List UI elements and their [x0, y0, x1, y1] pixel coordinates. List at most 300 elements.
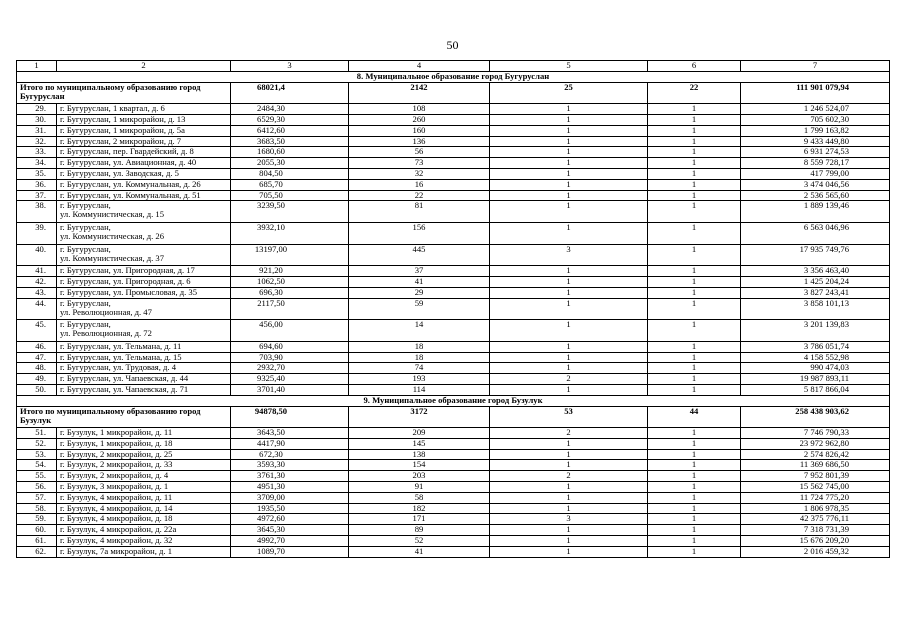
area: 2117,50: [231, 298, 349, 320]
cost: 3 356 463,40: [741, 266, 890, 277]
cost: 4 158 552,98: [741, 352, 890, 363]
address: г. Бугуруслан, ул. Коммунистическая, д. 26: [57, 222, 231, 244]
column-6-value: 1: [648, 244, 741, 266]
column-5-value: 1: [490, 179, 648, 190]
residents: 136: [349, 136, 490, 147]
area: 3239,50: [231, 201, 349, 223]
address: г. Бугуруслан, ул. Чапаевская, д. 44: [57, 374, 231, 385]
area: 3643,50: [231, 428, 349, 439]
residents: 138: [349, 449, 490, 460]
residents: 81: [349, 201, 490, 223]
row-number: 52.: [17, 438, 57, 449]
address: г. Бугуруслан, ул. Трудовая, д. 4: [57, 363, 231, 374]
residents: 56: [349, 147, 490, 158]
cost: 17 935 749,76: [741, 244, 890, 266]
column-6-value: 1: [648, 525, 741, 536]
column-5-value: 2: [490, 428, 648, 439]
area: 705,50: [231, 190, 349, 201]
residents: 58: [349, 492, 490, 503]
row-number: 36.: [17, 179, 57, 190]
housing-table: [16, 60, 890, 558]
table-row: [17, 341, 890, 352]
column-6-value: 1: [648, 168, 741, 179]
residents: 260: [349, 114, 490, 125]
cost: 7 318 731,39: [741, 525, 890, 536]
section-total-row: [17, 82, 890, 104]
row-number: 48.: [17, 363, 57, 374]
cost: 5 817 866,04: [741, 384, 890, 395]
column-6-value: 1: [648, 438, 741, 449]
row-number: 33.: [17, 147, 57, 158]
table-row: [17, 125, 890, 136]
row-number: 34.: [17, 158, 57, 169]
row-number: 47.: [17, 352, 57, 363]
row-number: 38.: [17, 201, 57, 223]
column-6-value: 1: [648, 514, 741, 525]
residents: 73: [349, 158, 490, 169]
column-6-value: 1: [648, 471, 741, 482]
column-5-value: 1: [490, 136, 648, 147]
table-row: [17, 492, 890, 503]
row-number: 41.: [17, 266, 57, 277]
address: г. Бугуруслан, 1 квартал, д. 6: [57, 104, 231, 115]
cost: 11 724 775,20: [741, 492, 890, 503]
area: 3709,00: [231, 492, 349, 503]
column-6-value: 1: [648, 125, 741, 136]
column-6-value: 1: [648, 114, 741, 125]
column-5-value: 1: [490, 287, 648, 298]
residents: 156: [349, 222, 490, 244]
address: г. Бугуруслан, ул. Заводская, д. 5: [57, 168, 231, 179]
table-row: [17, 428, 890, 439]
residents: 145: [349, 438, 490, 449]
column-6-value: 1: [648, 320, 741, 342]
section-title: 8. Муниципальное образование город Бугуруслан: [17, 71, 890, 82]
column-number: 2: [57, 61, 231, 72]
column-5-value: 1: [490, 503, 648, 514]
column-5-value: 1: [490, 125, 648, 136]
row-number: 39.: [17, 222, 57, 244]
address: г. Бузулук, 7а микрорайон, д. 1: [57, 546, 231, 557]
area: 3932,10: [231, 222, 349, 244]
residents: 18: [349, 352, 490, 363]
column-5-value: 1: [490, 341, 648, 352]
cost: 1 246 524,07: [741, 104, 890, 115]
table-row: [17, 438, 890, 449]
cost: 3 858 101,13: [741, 298, 890, 320]
table-row: [17, 298, 890, 320]
area: 1062,50: [231, 276, 349, 287]
address: г. Бузулук, 4 микрорайон, д. 32: [57, 536, 231, 547]
area: 1935,50: [231, 503, 349, 514]
address: г. Бугуруслан, ул. Коммунальная, д. 26: [57, 179, 231, 190]
cost: 9 433 449,80: [741, 136, 890, 147]
address: г. Бугуруслан, ул. Коммунальная, д. 51: [57, 190, 231, 201]
residents: 171: [349, 514, 490, 525]
address: г. Бузулук, 1 микрорайон, д. 11: [57, 428, 231, 439]
column-6-value: 1: [648, 222, 741, 244]
column-5-value: 2: [490, 471, 648, 482]
column-5-value: 1: [490, 104, 648, 115]
area: 4417,90: [231, 438, 349, 449]
column-5-value: 1: [490, 384, 648, 395]
address: г. Бугуруслан, ул. Чапаевская, д. 71: [57, 384, 231, 395]
cost: 6 931 274,53: [741, 147, 890, 158]
total-column-5: 53: [490, 406, 648, 428]
column-5-value: 1: [490, 449, 648, 460]
cost: 1 806 978,35: [741, 503, 890, 514]
row-number: 29.: [17, 104, 57, 115]
area: 3593,30: [231, 460, 349, 471]
cost: 705 602,30: [741, 114, 890, 125]
column-6-value: 1: [648, 136, 741, 147]
cost: 2 016 459,32: [741, 546, 890, 557]
section-title: 9. Муниципальное образование город Бузулук: [17, 395, 890, 406]
table-row: [17, 525, 890, 536]
total-cost: 111 901 079,94: [741, 82, 890, 104]
table-row: [17, 482, 890, 493]
section-title-row: [17, 71, 890, 82]
area: 1680,60: [231, 147, 349, 158]
cost: 15 562 745,00: [741, 482, 890, 493]
table-row: [17, 201, 890, 223]
area: 2055,30: [231, 158, 349, 169]
row-number: 60.: [17, 525, 57, 536]
area: 2932,70: [231, 363, 349, 374]
address: г. Бугуруслан, ул. Пригородная, д. 17: [57, 266, 231, 277]
address: г. Бугуруслан, 1 микрорайон, д. 5а: [57, 125, 231, 136]
residents: 114: [349, 384, 490, 395]
column-5-value: 1: [490, 363, 648, 374]
total-area: 94878,50: [231, 406, 349, 428]
column-6-value: 1: [648, 287, 741, 298]
area: 685,70: [231, 179, 349, 190]
column-6-value: 1: [648, 276, 741, 287]
cost: 11 369 686,50: [741, 460, 890, 471]
column-5-value: 1: [490, 266, 648, 277]
column-6-value: 1: [648, 363, 741, 374]
residents: 209: [349, 428, 490, 439]
column-5-value: 1: [490, 352, 648, 363]
row-number: 50.: [17, 384, 57, 395]
column-5-value: 1: [490, 492, 648, 503]
row-number: 61.: [17, 536, 57, 547]
cost: 2 574 826,42: [741, 449, 890, 460]
address: г. Бугуруслан, ул. Пригородная, д. 6: [57, 276, 231, 287]
column-5-value: 1: [490, 276, 648, 287]
area: 804,50: [231, 168, 349, 179]
column-6-value: 1: [648, 482, 741, 493]
row-number: 54.: [17, 460, 57, 471]
table-row: [17, 384, 890, 395]
area: 13197,00: [231, 244, 349, 266]
address: г. Бугуруслан, ул. Революционная, д. 72: [57, 320, 231, 342]
address: г. Бугуруслан, 1 микрорайон, д. 13: [57, 114, 231, 125]
column-number-row: [17, 61, 890, 72]
page-number: 50: [446, 38, 459, 52]
residents: 52: [349, 536, 490, 547]
address: г. Бугуруслан, ул. Коммунистическая, д. 15: [57, 201, 231, 223]
row-number: 49.: [17, 374, 57, 385]
table-row: [17, 374, 890, 385]
residents: 193: [349, 374, 490, 385]
column-6-value: 1: [648, 546, 741, 557]
address: г. Бугуруслан, ул. Промысловая, д. 35: [57, 287, 231, 298]
table-row: [17, 536, 890, 547]
area: 1089,70: [231, 546, 349, 557]
total-column-5: 25: [490, 82, 648, 104]
column-6-value: 1: [648, 341, 741, 352]
row-number: 59.: [17, 514, 57, 525]
address: г. Бузулук, 1 микрорайон, д. 18: [57, 438, 231, 449]
column-6-value: 1: [648, 449, 741, 460]
area: 6529,30: [231, 114, 349, 125]
row-number: 58.: [17, 503, 57, 514]
table-row: [17, 222, 890, 244]
table-row: [17, 471, 890, 482]
residents: 108: [349, 104, 490, 115]
column-number: 7: [741, 61, 890, 72]
cost: 15 676 209,20: [741, 536, 890, 547]
row-number: 51.: [17, 428, 57, 439]
column-6-value: 1: [648, 503, 741, 514]
column-6-value: 1: [648, 374, 741, 385]
column-6-value: 1: [648, 147, 741, 158]
table-row: [17, 136, 890, 147]
total-people: 2142: [349, 82, 490, 104]
row-number: 45.: [17, 320, 57, 342]
area: 3701,40: [231, 384, 349, 395]
table-row: [17, 147, 890, 158]
residents: 89: [349, 525, 490, 536]
cost: 1 889 139,46: [741, 201, 890, 223]
column-6-value: 1: [648, 158, 741, 169]
area: 694,60: [231, 341, 349, 352]
column-5-value: 1: [490, 438, 648, 449]
residents: 445: [349, 244, 490, 266]
residents: 22: [349, 190, 490, 201]
column-6-value: 1: [648, 266, 741, 277]
cost: 990 474,03: [741, 363, 890, 374]
area: 6412,60: [231, 125, 349, 136]
residents: 59: [349, 298, 490, 320]
total-column-6: 44: [648, 406, 741, 428]
column-6-value: 1: [648, 298, 741, 320]
residents: 37: [349, 266, 490, 277]
column-6-value: 1: [648, 384, 741, 395]
address: г. Бузулук, 4 микрорайон, д. 14: [57, 503, 231, 514]
table-row: [17, 363, 890, 374]
row-number: 56.: [17, 482, 57, 493]
column-5-value: 3: [490, 514, 648, 525]
address: г. Бугуруслан, ул. Тельмана, д. 15: [57, 352, 231, 363]
residents: 160: [349, 125, 490, 136]
cost: 6 563 046,96: [741, 222, 890, 244]
area: 696,30: [231, 287, 349, 298]
total-people: 3172: [349, 406, 490, 428]
table-row: [17, 114, 890, 125]
row-number: 31.: [17, 125, 57, 136]
column-5-value: 3: [490, 244, 648, 266]
table-row: [17, 460, 890, 471]
column-6-value: 1: [648, 201, 741, 223]
column-number: 5: [490, 61, 648, 72]
column-5-value: 1: [490, 546, 648, 557]
area: 456,00: [231, 320, 349, 342]
row-number: 32.: [17, 136, 57, 147]
column-number: 6: [648, 61, 741, 72]
column-5-value: 1: [490, 298, 648, 320]
address: г. Бузулук, 4 микрорайон, д. 11: [57, 492, 231, 503]
column-5-value: 1: [490, 460, 648, 471]
table-row: [17, 352, 890, 363]
section-title-row: [17, 395, 890, 406]
column-5-value: 1: [490, 222, 648, 244]
residents: 91: [349, 482, 490, 493]
column-6-value: 1: [648, 428, 741, 439]
residents: 29: [349, 287, 490, 298]
area: 9325,40: [231, 374, 349, 385]
address: г. Бузулук, 4 микрорайон, д. 22а: [57, 525, 231, 536]
address: г. Бузулук, 2 микрорайон, д. 25: [57, 449, 231, 460]
table-row: [17, 320, 890, 342]
cost: 417 799,00: [741, 168, 890, 179]
cost: 19 987 893,11: [741, 374, 890, 385]
table-row: [17, 158, 890, 169]
row-number: 37.: [17, 190, 57, 201]
row-number: 55.: [17, 471, 57, 482]
total-cost: 258 438 903,62: [741, 406, 890, 428]
row-number: 43.: [17, 287, 57, 298]
section-total-row: [17, 406, 890, 428]
column-6-value: 1: [648, 104, 741, 115]
column-number: 4: [349, 61, 490, 72]
address: г. Бузулук, 4 микрорайон, д. 18: [57, 514, 231, 525]
column-6-value: 1: [648, 460, 741, 471]
table-row: [17, 168, 890, 179]
column-6-value: 1: [648, 492, 741, 503]
column-number: 3: [231, 61, 349, 72]
residents: 41: [349, 546, 490, 557]
column-6-value: 1: [648, 179, 741, 190]
cost: 2 536 565,60: [741, 190, 890, 201]
residents: 203: [349, 471, 490, 482]
residents: 32: [349, 168, 490, 179]
area: 703,90: [231, 352, 349, 363]
column-5-value: 1: [490, 114, 648, 125]
table-row: [17, 449, 890, 460]
address: г. Бугуруслан, ул. Революционная, д. 47: [57, 298, 231, 320]
residents: 154: [349, 460, 490, 471]
cost: 3 201 139,83: [741, 320, 890, 342]
residents: 16: [349, 179, 490, 190]
cost: 23 972 962,80: [741, 438, 890, 449]
column-5-value: 1: [490, 201, 648, 223]
area: 4951,30: [231, 482, 349, 493]
address: г. Бугуруслан, пер. Гвардейский, д. 8: [57, 147, 231, 158]
residents: 14: [349, 320, 490, 342]
cost: 1 799 163,82: [741, 125, 890, 136]
total-label: Итого по муниципальному образованию город Бугуруслан: [17, 82, 231, 104]
address: г. Бузулук, 3 микрорайон, д. 1: [57, 482, 231, 493]
area: 672,30: [231, 449, 349, 460]
cost: 1 425 204,24: [741, 276, 890, 287]
table-row: [17, 190, 890, 201]
column-5-value: 1: [490, 536, 648, 547]
column-5-value: 1: [490, 158, 648, 169]
table-row: [17, 266, 890, 277]
total-area: 68021,4: [231, 82, 349, 104]
cost: 3 786 051,74: [741, 341, 890, 352]
row-number: 40.: [17, 244, 57, 266]
cost: 7 952 801,39: [741, 471, 890, 482]
area: 4972,60: [231, 514, 349, 525]
address: г. Бугуруслан, 2 микрорайон, д. 7: [57, 136, 231, 147]
table-row: [17, 503, 890, 514]
total-label: Итого по муниципальному образованию город Бузулук: [17, 406, 231, 428]
table-row: [17, 179, 890, 190]
column-number: 1: [17, 61, 57, 72]
row-number: 53.: [17, 449, 57, 460]
total-column-6: 22: [648, 82, 741, 104]
column-5-value: 1: [490, 147, 648, 158]
table-row: [17, 244, 890, 266]
row-number: 44.: [17, 298, 57, 320]
cost: 3 474 046,56: [741, 179, 890, 190]
residents: 182: [349, 503, 490, 514]
area: 3683,50: [231, 136, 349, 147]
column-5-value: 1: [490, 525, 648, 536]
cost: 7 746 790,33: [741, 428, 890, 439]
column-5-value: 2: [490, 374, 648, 385]
area: 4992,70: [231, 536, 349, 547]
address: г. Бузулук, 2 микрорайон, д. 33: [57, 460, 231, 471]
area: 3645,30: [231, 525, 349, 536]
row-number: 57.: [17, 492, 57, 503]
area: 921,20: [231, 266, 349, 277]
row-number: 46.: [17, 341, 57, 352]
cost: 42 375 776,11: [741, 514, 890, 525]
area: 2484,30: [231, 104, 349, 115]
residents: 18: [349, 341, 490, 352]
table-row: [17, 514, 890, 525]
column-6-value: 1: [648, 190, 741, 201]
row-number: 42.: [17, 276, 57, 287]
column-5-value: 1: [490, 190, 648, 201]
column-5-value: 1: [490, 320, 648, 342]
address: г. Бузулук, 2 микрорайон, д. 4: [57, 471, 231, 482]
column-5-value: 1: [490, 168, 648, 179]
cost: 8 559 728,17: [741, 158, 890, 169]
address: г. Бугуруслан, ул. Авиационная, д. 40: [57, 158, 231, 169]
address: г. Бугуруслан, ул. Коммунистическая, д. 37: [57, 244, 231, 266]
cost: 3 827 243,41: [741, 287, 890, 298]
column-6-value: 1: [648, 536, 741, 547]
address: г. Бугуруслан, ул. Тельмана, д. 11: [57, 341, 231, 352]
row-number: 35.: [17, 168, 57, 179]
table-row: [17, 276, 890, 287]
area: 3761,30: [231, 471, 349, 482]
table-row: [17, 104, 890, 115]
column-6-value: 1: [648, 352, 741, 363]
residents: 41: [349, 276, 490, 287]
table-row: [17, 287, 890, 298]
residents: 74: [349, 363, 490, 374]
row-number: 62.: [17, 546, 57, 557]
row-number: 30.: [17, 114, 57, 125]
column-5-value: 1: [490, 482, 648, 493]
table-row: [17, 546, 890, 557]
